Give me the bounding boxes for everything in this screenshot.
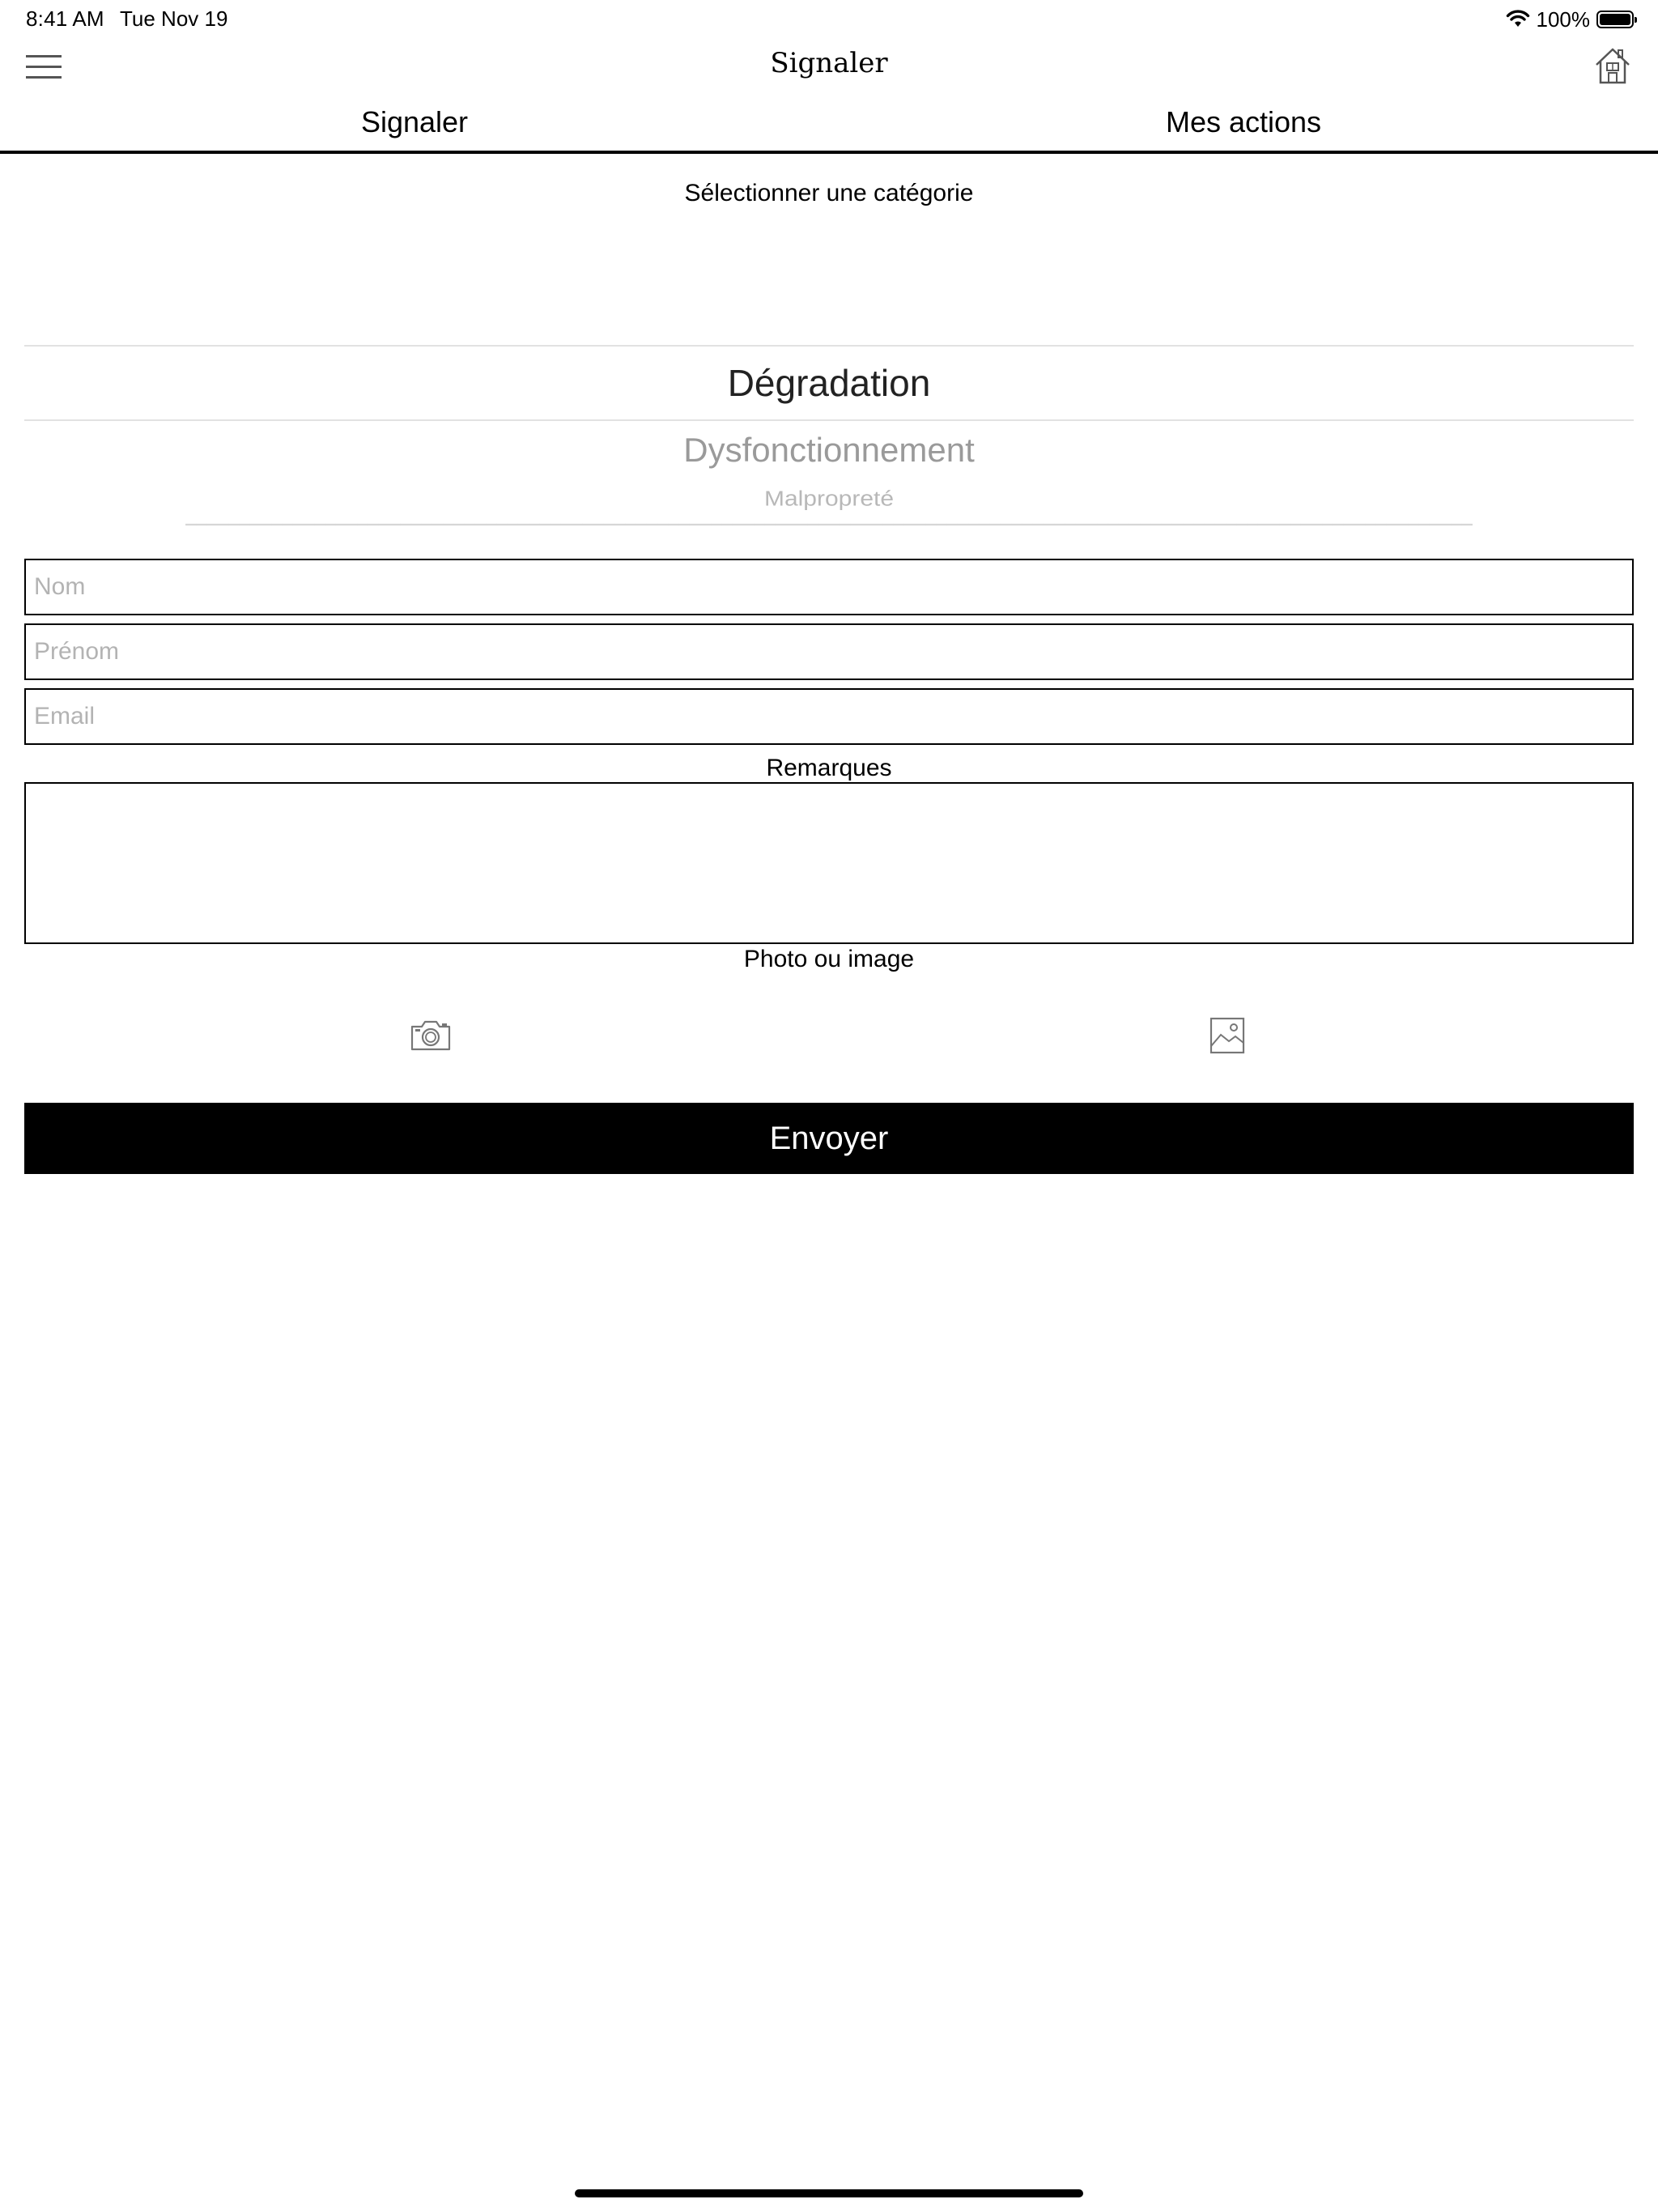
status-time: 8:41 AM xyxy=(26,6,104,31)
tab-mes-actions[interactable]: Mes actions xyxy=(1165,105,1322,138)
picker-option-faint: ━━━━━━━━━━━━━━━━━━━━━━━━━━━━━━━━━━━━━━━━━━━━━━━━━━━━━━━━━━━━━━━━━━━━━━━━━━━━━━━━━━━━━━━━━━━━━━━━━━━━━━━━━━━━━━━━━━━━━━━━ xyxy=(185,518,1473,531)
status-indicators xyxy=(1506,6,1635,32)
email-input[interactable] xyxy=(24,688,1634,745)
photo-label: Photo ou image xyxy=(743,946,915,972)
image-icon[interactable] xyxy=(1209,1017,1245,1054)
envoyer-button[interactable]: Envoyer xyxy=(24,1103,1634,1174)
home-icon[interactable] xyxy=(1593,45,1632,86)
prenom-input[interactable] xyxy=(24,623,1634,680)
tab-signaler[interactable]: Signaler xyxy=(360,105,469,138)
picker-option-selected[interactable]: Dégradation xyxy=(727,362,931,404)
battery-icon xyxy=(1596,11,1634,28)
picker-divider-bottom xyxy=(24,419,1634,421)
wifi-icon xyxy=(1506,11,1530,28)
category-picker-label: Sélectionner une catégorie xyxy=(684,180,974,206)
battery-fill xyxy=(1600,14,1630,25)
tabs-divider xyxy=(0,151,1658,154)
nom-input[interactable] xyxy=(24,559,1634,615)
picker-divider-top xyxy=(24,345,1634,347)
camera-icon[interactable] xyxy=(410,1017,452,1053)
remarks-textarea[interactable] xyxy=(24,782,1634,944)
remarks-label: Remarques xyxy=(766,755,892,781)
picker-option[interactable]: Malpropreté xyxy=(763,487,895,511)
battery-percent: 100% xyxy=(1536,6,1590,32)
status-date: Tue Nov 19 xyxy=(120,6,228,31)
page-title: Signaler xyxy=(770,47,888,79)
category-picker[interactable] xyxy=(24,243,1634,531)
home-indicator xyxy=(575,2189,1083,2197)
picker-option[interactable]: Dysfonctionnement xyxy=(683,431,975,469)
